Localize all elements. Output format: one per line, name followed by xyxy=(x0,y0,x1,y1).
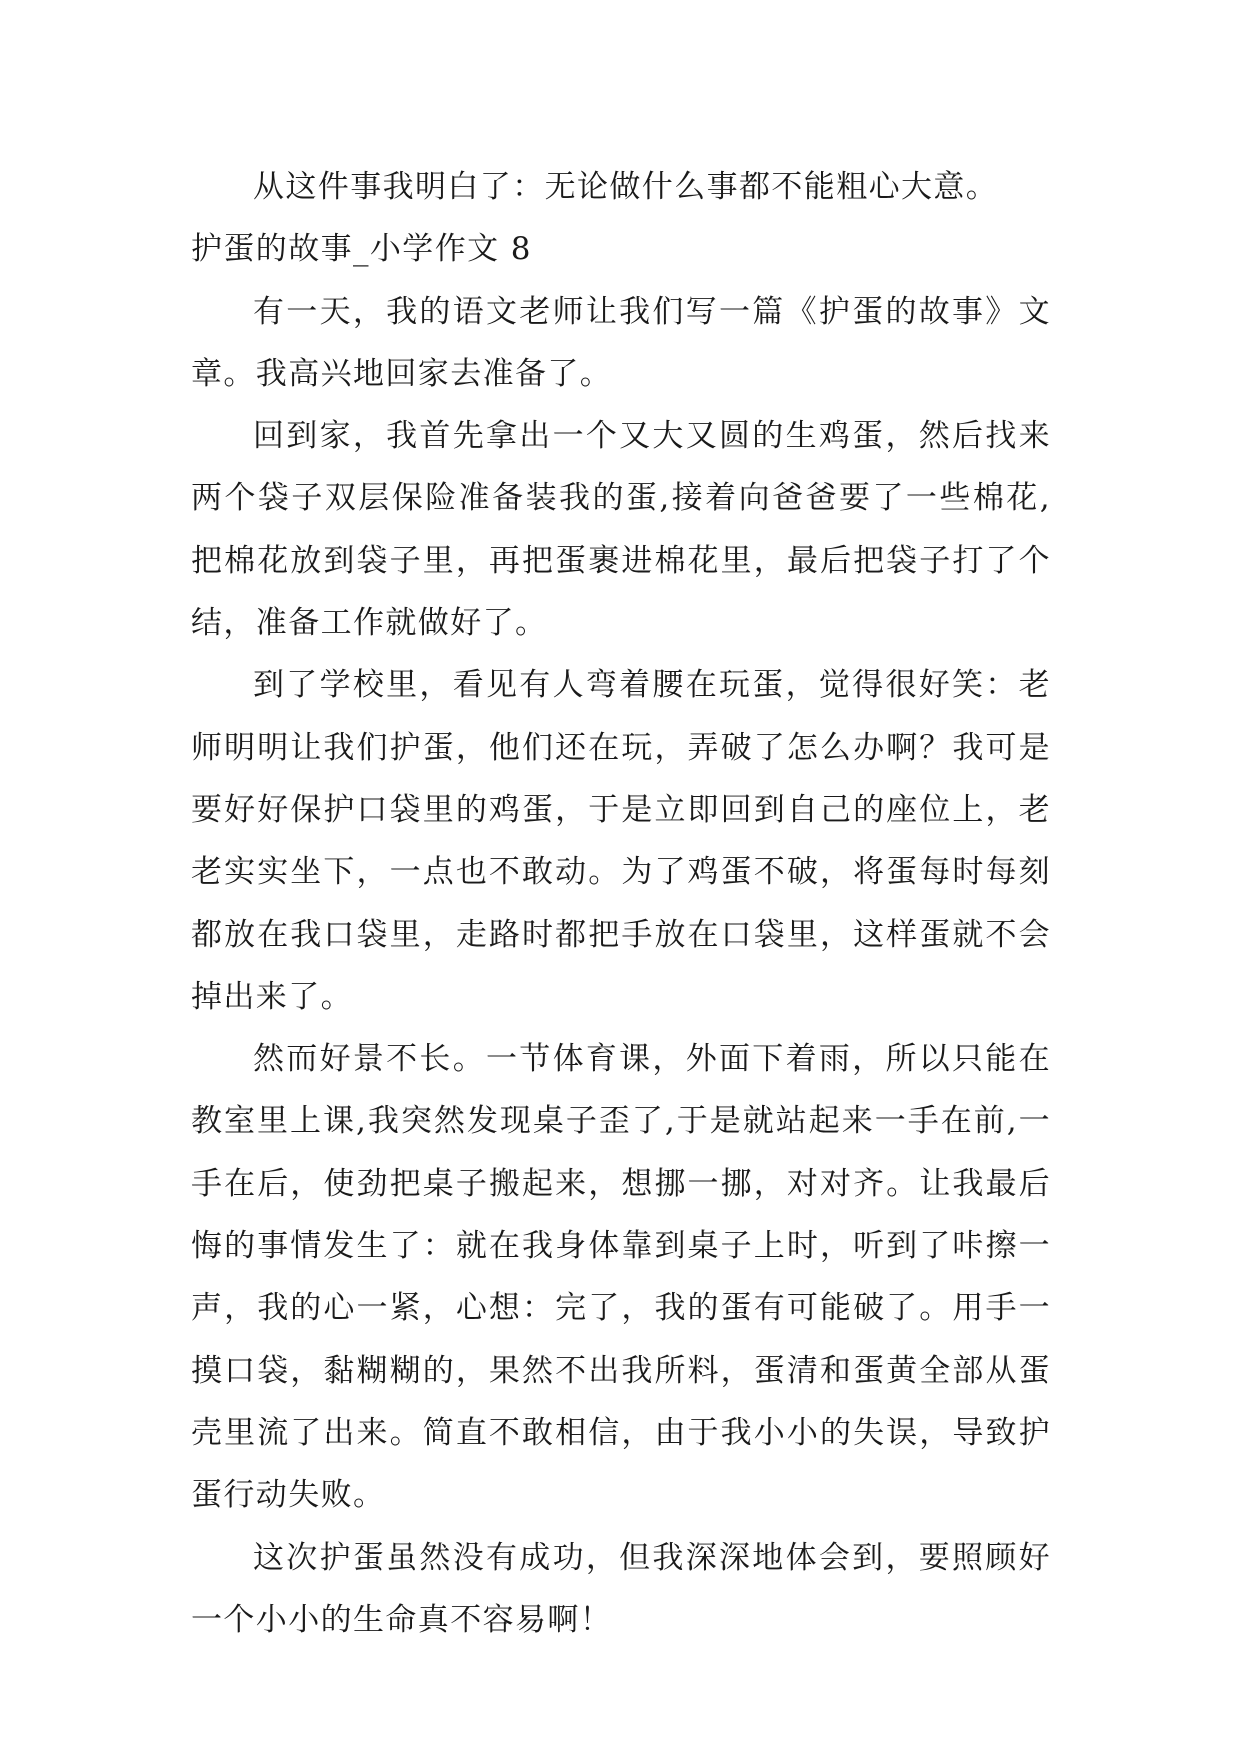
paragraph-3: 到了学校里，看见有人弯着腰在玩蛋，觉得很好笑：老师明明让我们护蛋，他们还在玩，弄破了怎么办啊？我可是要好好保护口袋里的鸡蛋，于是立即回到自己的座位上，老老实实坐下，一点也不敢动。为了鸡蛋不破，将蛋每时每刻都放在我口袋里，走路时都把手放在口袋里，这样蛋就不会掉出来了。 xyxy=(191,667,1051,1015)
section-title: 护蛋的故事_小学作文 8 xyxy=(191,231,532,268)
paragraph-4: 然而好景不长。一节体育课，外面下着雨，所以只能在教室里上课,我突然发现桌子歪了,于是就站起来一手在前,一手在后，使劲把桌子搬起来，想挪一挪，对对齐。让我最后悔的事情发生了：就在我身体靠到桌子上时，听到了咔擦一声，我的心一紧，心想：完了，我的蛋有可能破了。用手一摸口袋，黏糊糊的，果然不出我所料，蛋清和蛋黄全部从蛋壳里流了出来。简直不敢相信，由于我小小的失误，导致护蛋行动失败。 xyxy=(191,1041,1051,1514)
document-body xyxy=(191,156,1051,1651)
intro-paragraph: 从这件事我明白了：无论做什么事都不能粗心大意。 xyxy=(253,169,999,205)
paragraph-1: 有一天，我的语文老师让我们写一篇《护蛋的故事》文章。我高兴地回家去准备了。 xyxy=(191,293,1051,392)
paragraph-2: 回到家，我首先拿出一个又大又圆的生鸡蛋，然后找来两个袋子双层保险准备装我的蛋,接着向爸爸要了一些棉花,把棉花放到袋子里，再把蛋裹进棉花里，最后把袋子打了个结，准备工作就做好了。 xyxy=(191,418,1051,642)
paragraph-5: 这次护蛋虽然没有成功，但我深深地体会到，要照顾好一个小小的生命真不容易啊！ xyxy=(191,1539,1051,1638)
